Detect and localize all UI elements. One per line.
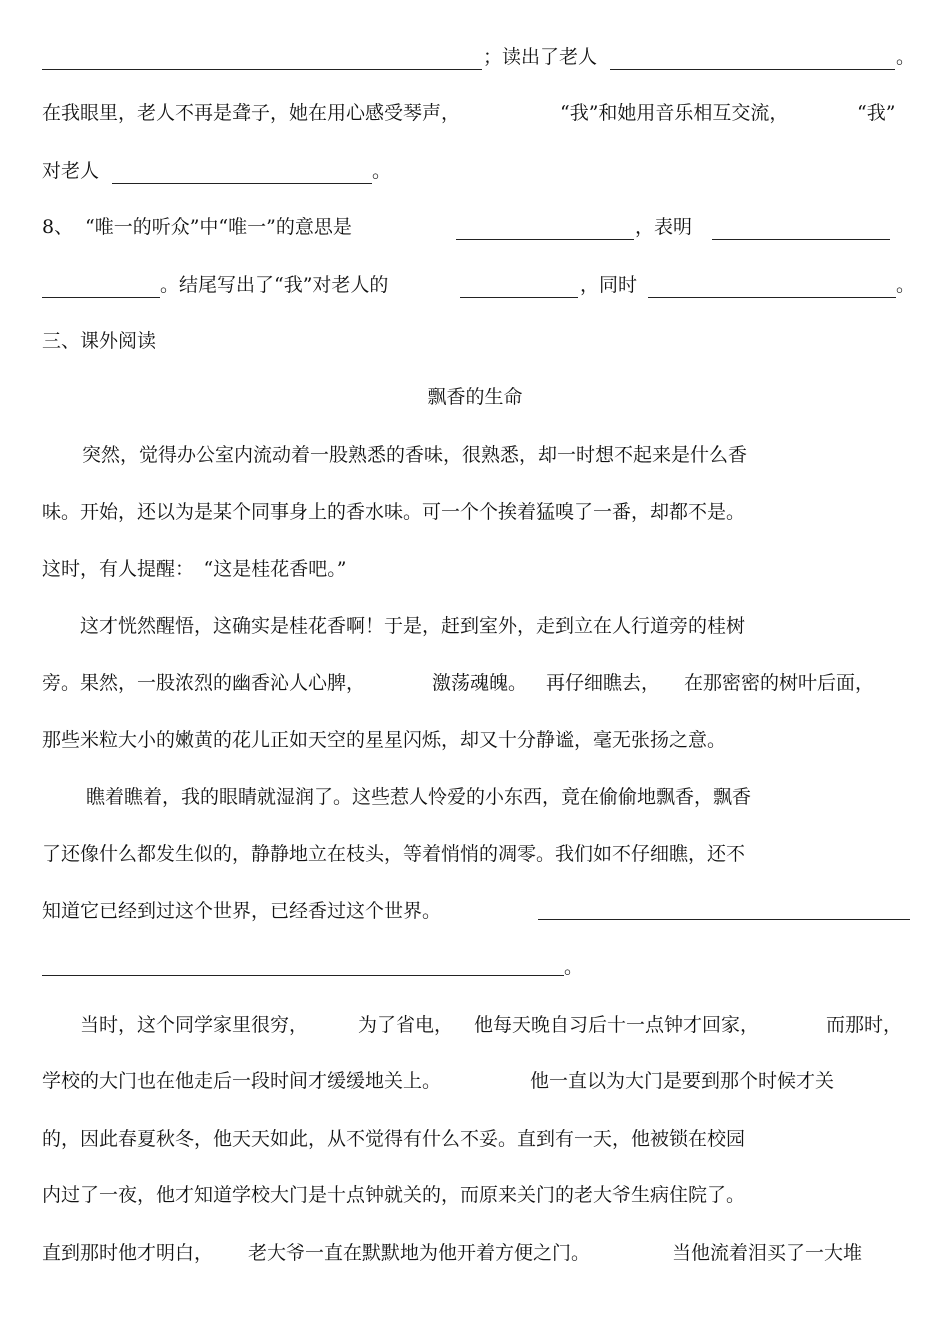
question-8-line-2 [0, 270, 950, 300]
answer-blank[interactable] [610, 68, 895, 70]
paragraph-text: 这才恍然醒悟，这确实是桂花香啊！于是，赶到室外，走到立在人行道旁的桂树 [80, 615, 746, 637]
line-text: “唯一的听众”中“唯一”的意思是 [85, 216, 352, 238]
line-text: 在我眼里，老人不再是聋子，她在用心感受琴声， [42, 102, 461, 124]
paragraph-text: 知道它已经到过这个世界，已经香过这个世界。 [42, 900, 442, 922]
question-8-line-1 [0, 212, 950, 242]
paragraph-text: 他一直以为大门是要到那个时候才关 [530, 1070, 835, 1092]
answer-line [0, 952, 950, 982]
paragraph-text: 他每天晚自习后十一点钟才回家， [474, 1014, 760, 1036]
question-line-1 [0, 42, 950, 72]
paragraph-text: 在那密密的树叶后面， [684, 672, 875, 694]
paragraph-line [0, 554, 950, 584]
paragraph-text: 旁。果然，一股浓烈的幽香沁人心脾， [42, 672, 366, 694]
line-end: 。 [564, 956, 584, 978]
answer-blank[interactable] [456, 238, 634, 240]
line-text: 对老人 [42, 160, 100, 182]
paragraph-text: 瞧着瞧着，我的眼睛就湿润了。这些惹人怜爱的小东西，竟在偷偷地飘香，飘香 [86, 786, 752, 808]
answer-blank[interactable] [42, 296, 160, 298]
line-end: 。 [896, 46, 916, 68]
paragraph-text: 直到那时他才明白， [42, 1242, 214, 1264]
line-text: ，同时 [580, 274, 638, 296]
paragraph-text: 再仔细瞧去， [546, 672, 661, 694]
paragraph-text: 这时，有人提醒： “这是桂花香吧。” [42, 558, 347, 580]
paragraph-line [0, 1180, 950, 1210]
paragraph-line [0, 668, 950, 698]
paragraph-text: 当他流着泪买了一大堆 [672, 1242, 863, 1264]
paragraph-line [0, 896, 950, 926]
answer-blank[interactable] [112, 182, 372, 184]
question-number: 8、 [42, 216, 74, 238]
answer-blank[interactable] [460, 296, 578, 298]
paragraph-line [0, 1066, 950, 1096]
paragraph-text: 突然，觉得办公室内流动着一股熟悉的香味，很熟悉，却一时想不起来是什么香 [82, 444, 748, 466]
paragraph-text: 而那时， [826, 1014, 903, 1036]
paragraph-line [0, 782, 950, 812]
section-heading-text: 三、课外阅读 [42, 330, 157, 352]
answer-blank[interactable] [538, 918, 910, 920]
paragraph-text: 内过了一夜，他才知道学校大门是十点钟就关的，而原来关门的老大爷生病住院了。 [42, 1184, 746, 1206]
paragraph-text: 那些米粒大小的嫩黄的花儿正如天空的星星闪烁，却又十分静谧，毫无张扬之意。 [42, 729, 727, 751]
paragraph-line [0, 611, 950, 641]
line-end: 。 [372, 160, 392, 182]
paragraph-line [0, 440, 950, 470]
article-title: 飘香的生命 [427, 386, 523, 408]
paragraph-text: 的，因此春夏秋冬，他天天如此，从不觉得有什么不妥。直到有一天，他被锁在校园 [42, 1128, 746, 1150]
line-text: “我” [857, 102, 896, 124]
line-text: “我”和她用音乐相互交流， [560, 102, 789, 124]
section-heading [0, 326, 950, 356]
question-line-3 [0, 156, 950, 186]
paragraph-text: 为了省电， [358, 1014, 454, 1036]
answer-blank[interactable] [42, 68, 482, 70]
paragraph-line [0, 497, 950, 527]
paragraph-line [0, 1238, 950, 1268]
answer-blank[interactable] [648, 296, 896, 298]
paragraph-text: 当时，这个同学家里很穷， [80, 1014, 309, 1036]
line-text: ；读出了老人 [483, 46, 598, 68]
paragraph-text: 老大爷一直在默默地为他开着方便之门。 [248, 1242, 591, 1264]
answer-blank[interactable] [712, 238, 890, 240]
line-text: ，表明 [635, 216, 693, 238]
paragraph-line [0, 725, 950, 755]
paragraph-line [0, 1124, 950, 1154]
paragraph-text: 了还像什么都发生似的，静静地立在枝头，等着悄悄的凋零。我们如不仔细瞧，还不 [42, 843, 746, 865]
paragraph-text: 激荡魂魄。 [432, 672, 528, 694]
line-text: 。结尾写出了“我”对老人的 [160, 274, 389, 296]
question-line-2 [0, 98, 950, 128]
paragraph-text: 学校的大门也在他走后一段时间才缓缓地关上。 [42, 1070, 442, 1092]
paragraph-line [0, 839, 950, 869]
line-end: 。 [896, 274, 916, 296]
answer-blank[interactable] [42, 974, 564, 976]
paragraph-line [0, 1010, 950, 1040]
paragraph-text: 味。开始，还以为是某个同事身上的香水味。可一个个挨着猛嗅了一番，却都不是。 [42, 501, 746, 523]
